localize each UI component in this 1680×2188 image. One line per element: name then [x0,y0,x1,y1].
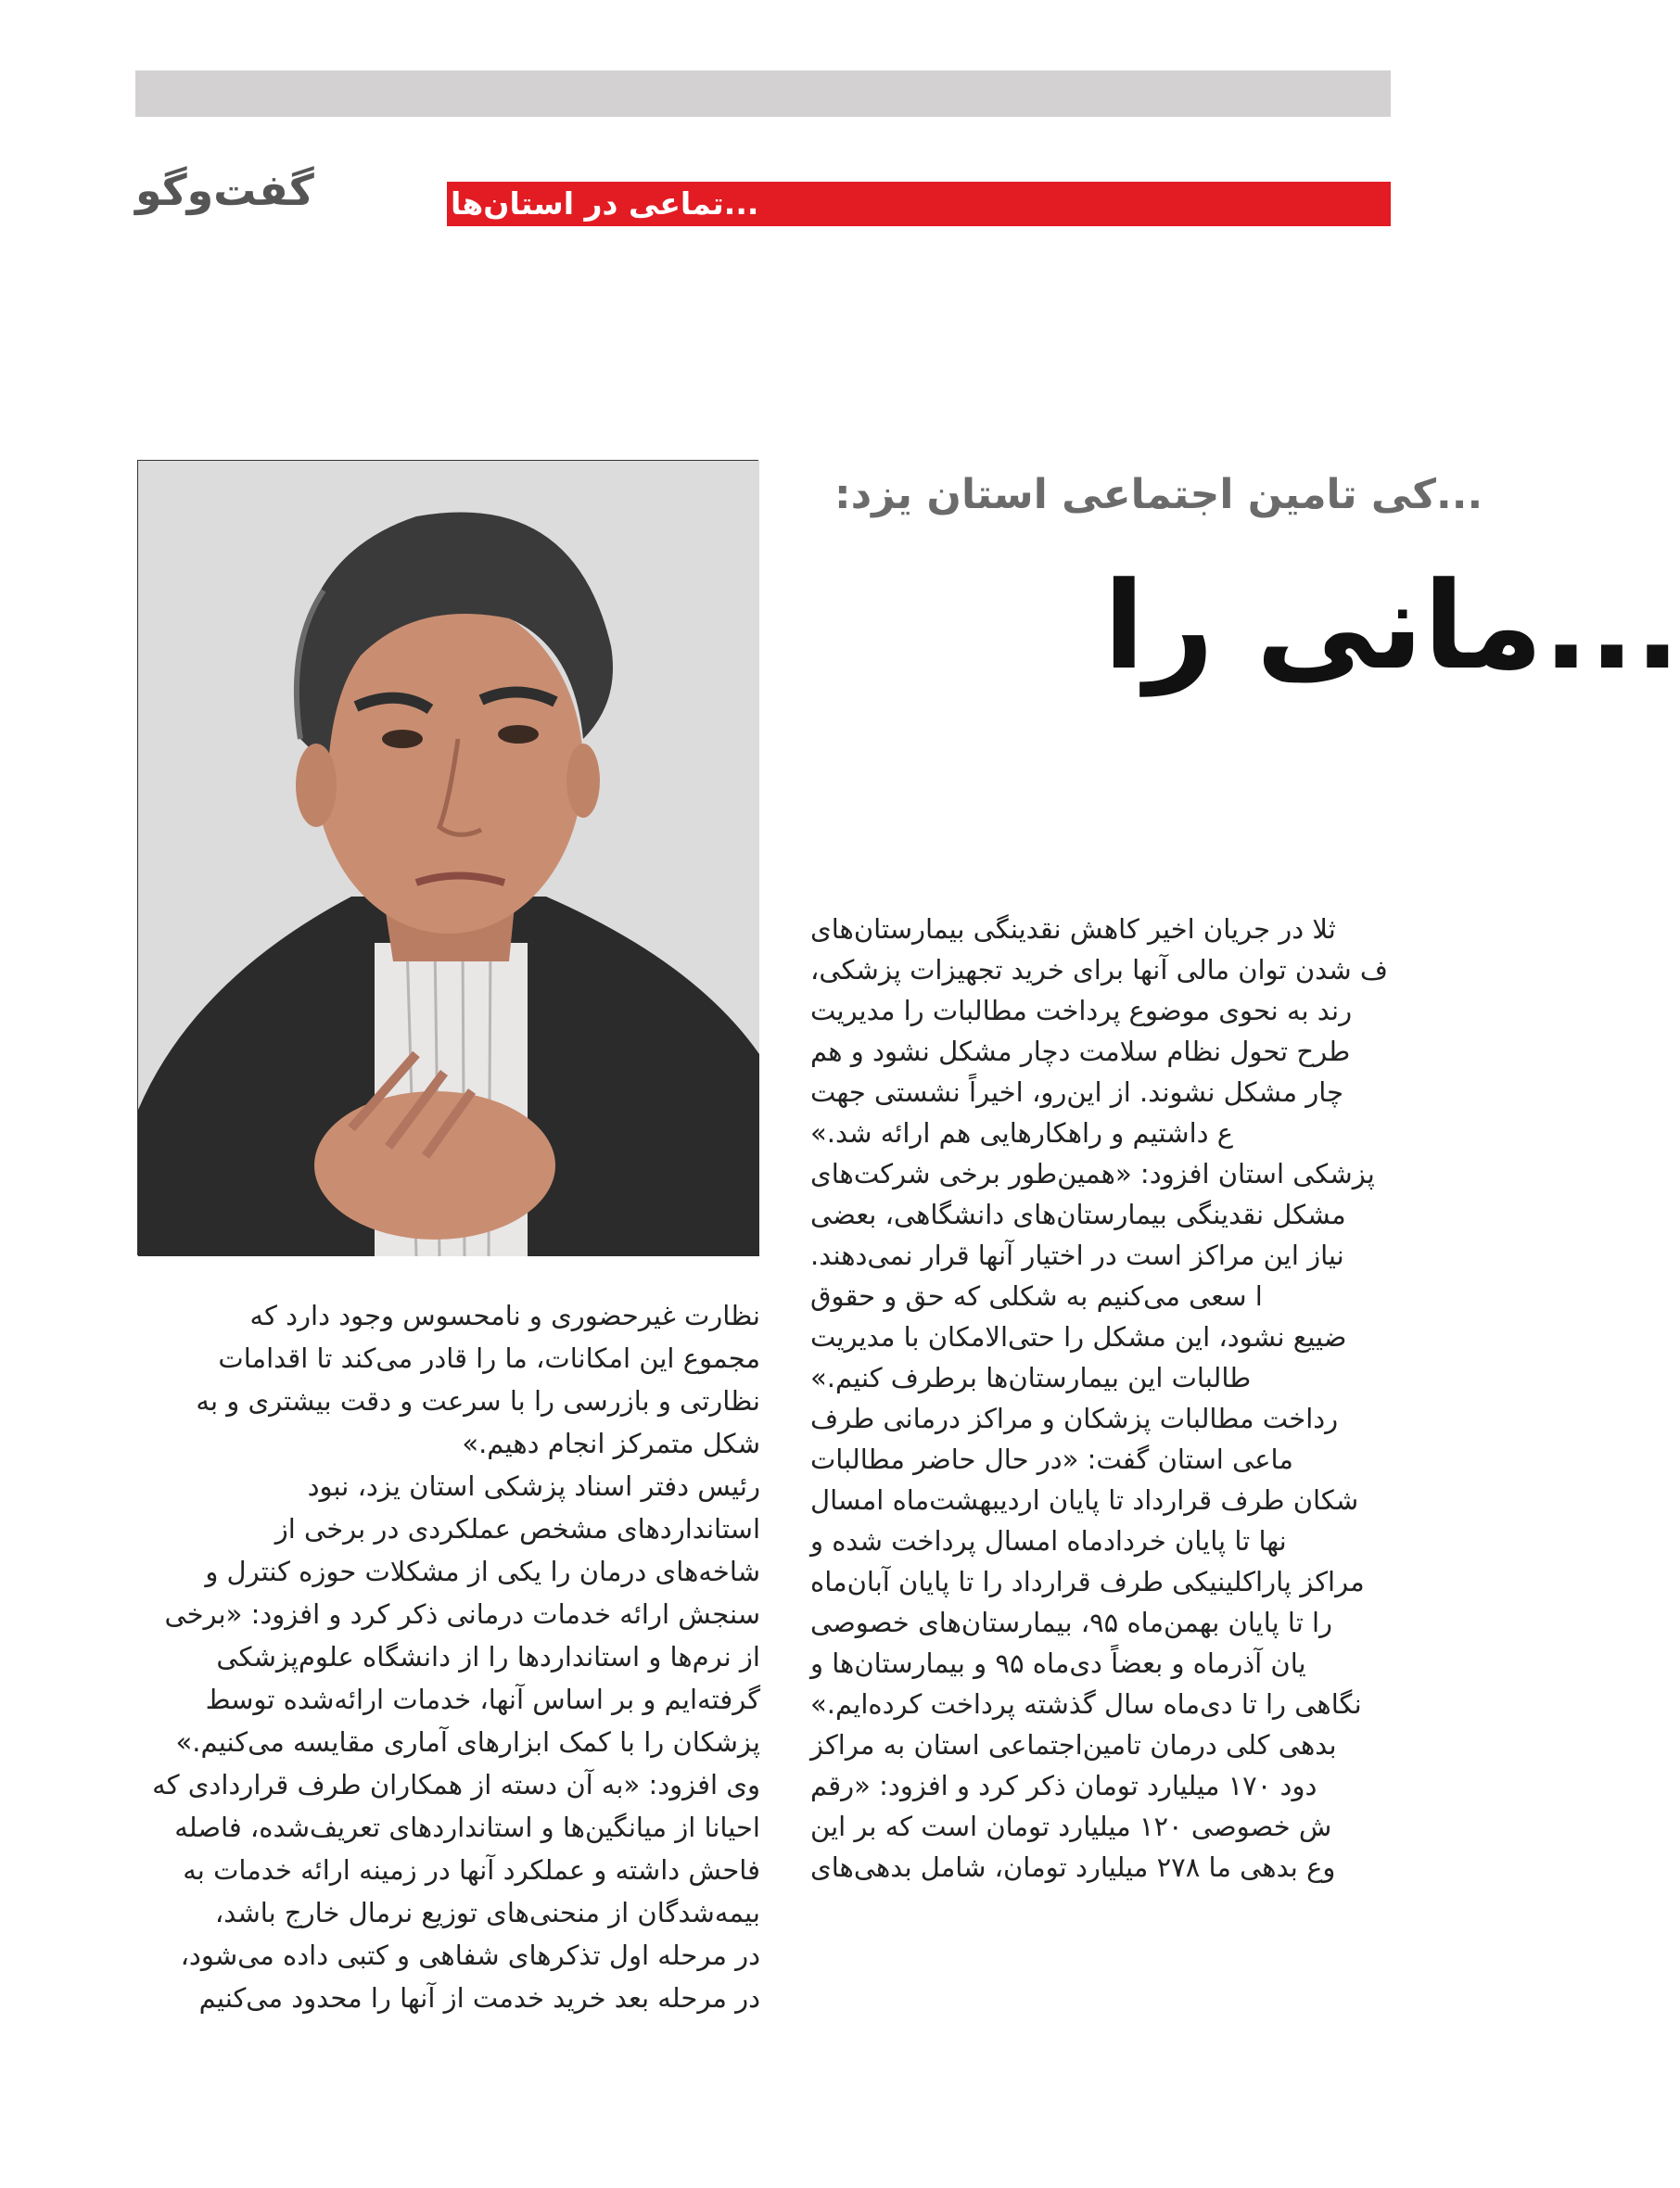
kicker-text: ...کی تامین اجتماعی استان یزد: [834,471,1483,518]
text-line: در مرحله بعد خرید خدمت از آنها را محدود می‌کنیم [198,1982,760,2014]
text-line: رئیس دفتر اسناد پزشکی استان یزد، نبود [307,1470,760,1502]
top-gray-band [135,70,1391,117]
text-line: ضییع نشود، این مشکل را حتی‌الامکان با مدیریت [810,1321,1347,1353]
text-line: ف شدن توان مالی آنها برای خرید تجهیزات پزشکی، [810,954,1388,986]
text-line: رند به نحوی موضوع پرداخت مطالبات را مدیریت [810,995,1353,1026]
text-line: گرفته‌ایم و بر اساس آنها، خدمات ارائه‌شده توسط [205,1684,760,1715]
text-line: را تا پایان بهمن‌ماه ۹۵، بیمارستان‌های خصوصی [810,1607,1333,1638]
text-line: طالبات این بیمارستان‌ها برطرف کنیم.» [810,1362,1252,1393]
text-line: وع بدهی ما ۲۷۸ میلیارد تومان، شامل بدهی‌های [810,1851,1336,1883]
text-line: ا سعی می‌کنیم به شکلی که حق و حقوق [810,1280,1263,1312]
text-line: بیمه‌شدگان از منحنی‌های توزیع نرمال خارج باشد، [214,1897,760,1928]
text-line: در مرحله اول تذکرهای شفاهی و کتبی داده می‌شود، [180,1940,760,1971]
article-kicker [807,458,1483,532]
text-line: استانداردهای مشخص عملکردی در برخی از [274,1513,760,1545]
text-line: نگاهی را تا دی‌ماه سال گذشته پرداخت کرده‌ایم.» [810,1688,1362,1720]
section-label: گفت‌وگو [135,165,314,215]
portrait-illustration [138,461,759,1256]
text-line: رداخت مطالبات پزشکان و مراکز درمانی طرف [810,1403,1339,1434]
text-line: نها تا پایان خردادماه امسال پرداخت شده و [810,1525,1287,1557]
text-line: احیانا از میانگین‌ها و استانداردهای تعریف‌شده، فاصله [174,1812,760,1843]
text-line: مشکل نقدینگی بیمارستان‌های دانشگاهی، بعضی [810,1199,1346,1230]
section-bar [447,182,1391,226]
right-text-column [807,909,1391,2188]
article-headline [807,547,1680,705]
text-line: نظارتی و بازرسی را با سرعت و دقت بیشتری و به [196,1385,760,1417]
text-line: ع داشتیم و راهکارهایی هم ارائه شد.» [810,1117,1234,1149]
text-line: سنجش ارائه خدمات درمانی ذکر کرد و افزود: «برخی [164,1598,760,1630]
text-line: بدهی کلی درمان تامین‌اجتماعی استان به مراکز [810,1729,1337,1761]
text-line: نیاز این مراکز است در اختیار آنها قرار نمی‌دهند. [810,1240,1344,1271]
text-line: فاحش داشته و عملکرد آنها در زمینه ارائه خدمات به [183,1854,760,1886]
interviewee-photo [137,460,758,1255]
text-line: مجموع این امکانات، ما را قادر می‌کند تا اقدامات [218,1342,760,1374]
text-line: ماعی استان گفت: «در حال حاضر مطالبات [810,1444,1293,1475]
text-line: شکان طرف قرارداد تا پایان اردیبهشت‌ماه امسال [810,1484,1359,1516]
text-line: وی افزود: «به آن دسته از همکاران طرف قراردادی که [152,1769,760,1800]
headline-text: ...مانی را [1103,555,1680,696]
text-line: شاخه‌های درمان را یکی از مشکلات حوزه کنترل و [205,1556,760,1587]
left-text-column [137,1294,760,2188]
text-line: یان آذرماه و بعضاً دی‌ماه ۹۵ و بیمارستان‌ها و [810,1647,1306,1679]
section-bar-text: ...تماعی در استان‌ها [451,185,759,222]
text-line: چار مشکل نشوند. از این‌رو، اخیراً نشستی جهت [810,1076,1344,1108]
text-line: طرح تحول نظام سلامت دچار مشکل نشود و هم [810,1036,1351,1067]
text-line: پزشکان را با کمک ابزارهای آماری مقایسه می‌کنیم.» [175,1726,760,1758]
text-line: پزشکی استان افزود: «همین‌طور برخی شرکت‌های [810,1158,1375,1189]
text-line: مراکز پاراکلینیکی طرف قرارداد را تا پایان آبان‌ماه [810,1566,1365,1597]
text-line: از نرم‌ها و استانداردها را از دانشگاه علوم‌پزشکی [216,1641,760,1673]
text-line: نظارت غیرحضوری و نامحسوس وجود دارد که [249,1300,760,1331]
text-line: شکل متمرکز انجام دهیم.» [462,1428,760,1459]
text-line: ثلا در جریان اخیر کاهش نقدینگی بیمارستان‌های [810,913,1336,945]
text-line: دود ۱۷۰ میلیارد تومان ذکر کرد و افزود: «رقم [810,1770,1317,1801]
text-line: ش خصوصی ۱۲۰ میلیارد تومان است که بر این [810,1811,1332,1842]
